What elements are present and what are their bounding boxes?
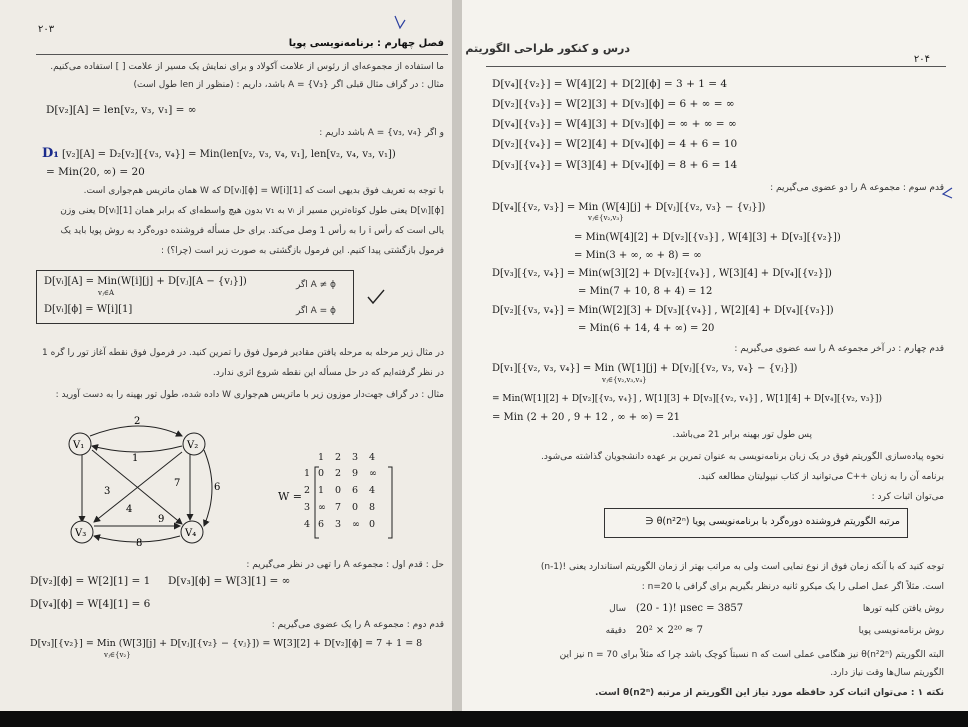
right-equation-4: D[v₂][{v₄}] = W[2][4] + D[v₄][ϕ] = 4 + 6 = 10 <box>492 138 738 150</box>
left-paragraph-4: با توجه به تعریف فوق بدیهی است که D[vᵢ][ϕ] = W[i][1] که W همان ماتریس هم‌جواری است. <box>83 186 444 196</box>
right-equation-1: D[v₄][{v₂}] = W[4][2] + D[2][ϕ] = 3 + 1 = 4 <box>492 78 728 90</box>
dp-label: روش برنامه‌نویسی پویا <box>858 626 944 636</box>
left-equation-5-subscript: vⱼ∈{v₂} <box>104 651 131 659</box>
matrix-row-header: 2 <box>304 485 311 496</box>
matrix-cell: 0 <box>352 502 359 513</box>
right-page-number: ۲۰۴ <box>913 54 930 65</box>
right-equation-8: = Min(3 + ∞, ∞ + 8) = ∞ <box>574 250 702 261</box>
matrix-cell: 2 <box>335 468 342 479</box>
matrix-row-header: 4 <box>304 519 311 530</box>
edge-v1-v2 <box>90 426 182 436</box>
formula-case-1-condition: اگر A ≠ ϕ <box>296 280 336 290</box>
left-equation-1: D[v₂][A] = len[v₂, v₃, v₁] = ∞ <box>46 104 197 116</box>
matrix-row-header: 1 <box>304 468 311 479</box>
left-step-2: قدم دوم : مجموعه A را یک عضوی می‌گیریم : <box>271 620 444 630</box>
matrix-cell: ∞ <box>369 468 377 479</box>
right-equation-5: D[v₃][{v₄}] = W[3][4] + D[v₄][ϕ] = 8 + 6 = 14 <box>492 159 738 171</box>
node-v3-label: V₃ <box>75 528 87 539</box>
right-paragraph-3: برنامه آن را به زبان ++C می‌توانید از کتاب نیپولیتان مطالعه کنید. <box>698 472 944 482</box>
edge-label-2: 2 <box>134 416 141 427</box>
left-paragraph-10: مثال : در گراف جهت‌دار موزون زیر با ماتریس هم‌جواری W داده شده، طول تور بهینه را به دست آورید : <box>55 390 444 400</box>
left-step-1: حل : قدم اول : مجموعه A را تهی در نظر می‌گیریم : <box>246 560 444 570</box>
right-equation-14: = Min(W[1][2] + D[v₂][{v₃, v₄}] , W[1][3] + D[v₃][{v₂, v₄}] , W[1][4] + D[v₄][{v₂, v₃}]) <box>492 394 883 404</box>
handwritten-d1: D₁ <box>42 146 59 161</box>
node-v2-label: V₂ <box>187 440 199 451</box>
brute-force-unit: سال <box>609 604 626 614</box>
matrix-cell: ∞ <box>352 519 360 530</box>
edge-label-3: 3 <box>104 486 111 497</box>
right-paragraph-4: می‌توان اثبات کرد : <box>871 492 944 502</box>
left-page <box>0 0 452 711</box>
right-paragraph-2: نحوه پیاده‌سازی الگوریتم فوق در یک زبان برنامه‌نویسی به عنوان تمرین بر عهده دانشجویان گذاشته می‌شود. <box>541 452 944 462</box>
right-equation-10: = Min(7 + 10, 8 + 4) = 12 <box>578 286 713 297</box>
matrix-cell: 4 <box>369 485 376 496</box>
left-paragraph-1: ما استفاده از مجموعه‌ای از رئوس از علامت آکولاد و برای نمایش یک مسیر از علامت [ ] استفاده می‌کنیم. <box>50 62 444 72</box>
left-paragraph-5: D[vᵢ][ϕ] یعنی طول کوتاه‌ترین مسیر از vᵢ به v₁ بدون هیچ واسطه‌ای که برابر همان D[vᵢ][1] یعنی وزن <box>60 206 444 216</box>
formula-case-1-subscript: vⱼ∈A <box>98 289 115 297</box>
left-equation-3b: D[v₃][ϕ] = W[3][1] = ∞ <box>168 575 291 587</box>
matrix-col-header: 1 <box>318 452 325 463</box>
left-equation-5: D[v₃][{v₂}] = Min (W[3][j] + D[vⱼ][{v₂} − {vⱼ}]) = W[3][2] + D[v₂][ϕ] = 7 + 1 = 8 <box>30 638 423 649</box>
book-gutter <box>452 0 462 711</box>
right-equation-3: D[v₄][{v₃}] = W[4][3] + D[v₃][ϕ] = ∞ + ∞ = ∞ <box>492 118 737 130</box>
matrix-cell: 0 <box>318 468 325 479</box>
handwritten-arrow-mark-icon <box>940 186 954 200</box>
right-equation-9: D[v₃][{v₂, v₄}] = Min(w[3][2] + D[v₂][{v₄}] , W[3][4] + D[v₄][{v₂}]) <box>492 268 832 279</box>
matrix-col-header: 3 <box>352 452 359 463</box>
brute-force-label: روش یافتن کلیه تورها <box>862 604 944 614</box>
edge-v2-v1 <box>92 446 182 452</box>
left-equation-2: [v₂][A] = D₂[v₂][{v₃, v₄}] = Min(len[v₂, v₃, v₄, v₁], len[v₂, v₄, v₃, v₁]) <box>62 149 396 160</box>
matrix-cell: ∞ <box>318 502 326 513</box>
edge-label-4: 4 <box>126 504 133 515</box>
node-v1-label: V₁ <box>73 440 85 451</box>
left-equation-2b: = Min(20, ∞) = 20 <box>46 166 145 178</box>
left-paragraph-7: فرمول بازگشتی پیدا کنیم. این فرمول بازگشتی به صورت زیر است (چرا؟) : <box>161 246 444 256</box>
edge-label-1: 1 <box>132 453 139 464</box>
right-paragraph-5: توجه کنید که با آنکه زمان فوق از نوع نمایی است ولی به مراتب بهتر از زمان الگوریتم استاندارد یعنی !(n-1) <box>540 562 944 572</box>
left-paragraph-9: در نظر گرفته‌ایم که در حل مسأله این نقطه شروع اثری ندارد. <box>212 368 444 378</box>
right-equation-2: D[v₂][{v₃}] = W[2][3] + D[v₃][ϕ] = 6 + ∞ = ∞ <box>492 98 735 110</box>
right-paragraph-9: البته الگوریتم θ(n²2ⁿ) نیز هنگامی عملی است که n نسبتاً کوچک باشد چرا که مثلاً برای n = 70 نیز این <box>559 650 944 660</box>
right-equation-11: D[v₂][{v₃, v₄}] = Min(W[2][3] + D[v₃][{v₄}] , W[2][4] + D[v₄][{v₃}]) <box>492 305 834 316</box>
edge-label-7: 7 <box>174 478 181 489</box>
right-equation-15: = Min (2 + 20 , 9 + 12 , ∞ + ∞) = 21 <box>492 412 680 423</box>
matrix-cell: 0 <box>369 519 376 530</box>
left-paragraph-3: و اگر {v₃, v₄} = A باشد داریم : <box>319 128 444 138</box>
handwritten-tick-top-icon <box>393 14 407 30</box>
formula-case-1: D[vᵢ][A] = Min(W[i][j] + D[vⱼ][A − {vⱼ}]) <box>44 276 247 287</box>
matrix-col-header: 2 <box>335 452 342 463</box>
left-header-rule <box>36 54 448 55</box>
matrix-col-header: 4 <box>369 452 376 463</box>
scan-bottom-edge <box>0 711 968 727</box>
edge-label-6: 6 <box>214 482 221 493</box>
brute-force-time: (20 - 1)! μsec = 3857 <box>636 603 744 614</box>
matrix-cell: 9 <box>352 468 359 479</box>
dp-time-unit: دقیقه <box>605 626 626 636</box>
right-page <box>462 0 968 711</box>
right-equation-13: D[v₁][{v₂, v₃, v₄}] = Min (W[1][j] + D[vⱼ][{v₂, v₃, v₄} − {vⱼ}]) <box>492 363 798 374</box>
right-step-4: قدم چهارم : در آخر مجموعه A را سه عضوی می‌گیریم : <box>734 344 944 354</box>
edge-label-8: 8 <box>136 538 143 548</box>
left-page-header: فصل چهارم : برنامه‌نویسی پویا <box>288 38 444 49</box>
matrix-cell: 6 <box>352 485 359 496</box>
left-paragraph-8: در مثال زیر مرحله به مرحله یافتن مقادیر فرمول فوق را تمرین کنید. در فرمول فوق نقطه آغاز تور را گره 1 <box>42 348 444 358</box>
matrix-cell: 6 <box>318 519 325 530</box>
complexity-statement: مرتبه الگوریتم فروشنده دوره‌گرد با برنامه‌نویسی پویا θ(n²2ⁿ) ∈ <box>645 516 900 527</box>
right-page-header: درس و کنکور طراحی الگوریتم <box>465 42 630 55</box>
matrix-cell: 8 <box>369 502 376 513</box>
matrix-label: W = <box>278 490 303 503</box>
matrix-cell: 1 <box>318 485 325 496</box>
left-paragraph-6: یالی است که رأس i را به رأس 1 وصل می‌کند. برای حل مسأله فروشنده دوره‌گرد به روش پویا باید یک <box>60 226 444 236</box>
left-paragraph-2: مثال : در گراف مثال قبلی اگر {V₃} = A باشد، داریم : (منظور از len طول است) <box>133 80 444 90</box>
right-paragraph-6: است. مثلاً اگر عمل اصلی را یک میکرو ثانیه درنظر بگیریم برای گرافی با n=20 : <box>641 582 944 592</box>
matrix-row-header: 3 <box>304 502 311 513</box>
right-equation-13-subscript: vⱼ∈{v₂,v₃,v₄} <box>602 376 647 384</box>
node-v4-label: V₄ <box>185 528 197 539</box>
left-equation-3a: D[v₂][ϕ] = W[2][1] = 1 <box>30 575 151 587</box>
right-equation-7: = Min(W[4][2] + D[v₂][{v₃}] , W[4][3] + D[v₃][{v₂}]) <box>574 232 841 243</box>
right-step-3: قدم سوم : مجموعه A را دو عضوی می‌گیریم : <box>770 183 944 193</box>
right-header-rule <box>486 66 946 67</box>
edge-label-9: 9 <box>158 514 165 525</box>
right-paragraph-1: پس طول تور بهینه برابر 21 می‌باشد. <box>672 430 812 440</box>
matrix-brackets <box>314 466 394 540</box>
formula-case-2-condition: اگر A = ϕ <box>296 306 336 316</box>
directed-graph <box>60 414 240 548</box>
right-equation-12: = Min(6 + 14, 4 + ∞) = 20 <box>578 323 715 334</box>
dp-time: 20² × 2²⁰ ≈ 7 <box>636 625 703 636</box>
formula-case-2: D[vᵢ][ϕ] = W[i][1] <box>44 304 133 315</box>
right-equation-6: D[v₄][{v₂, v₃}] = Min (W[4][j] + D[vⱼ][{v₂, v₃} − {vⱼ}]) <box>492 202 766 213</box>
note-1: نکته ۱ : می‌توان اثبات کرد حافظه مورد نیاز این الگوریتم از مرتبه θ(n2ⁿ) است. <box>594 688 944 698</box>
matrix-cell: 0 <box>335 485 342 496</box>
matrix-cell: 3 <box>335 519 342 530</box>
left-equation-4: D[v₄][ϕ] = W[4][1] = 6 <box>30 598 151 610</box>
right-paragraph-10: الگوریتم سال‌ها وقت نیاز دارد. <box>830 668 944 678</box>
handwritten-checkmark-icon <box>366 288 386 306</box>
right-equation-6-subscript: vⱼ∈{v₂,v₃} <box>588 214 624 222</box>
left-page-number: ۲۰۳ <box>38 24 55 35</box>
matrix-cell: 7 <box>335 502 342 513</box>
edge-v4-v2 <box>204 450 212 526</box>
